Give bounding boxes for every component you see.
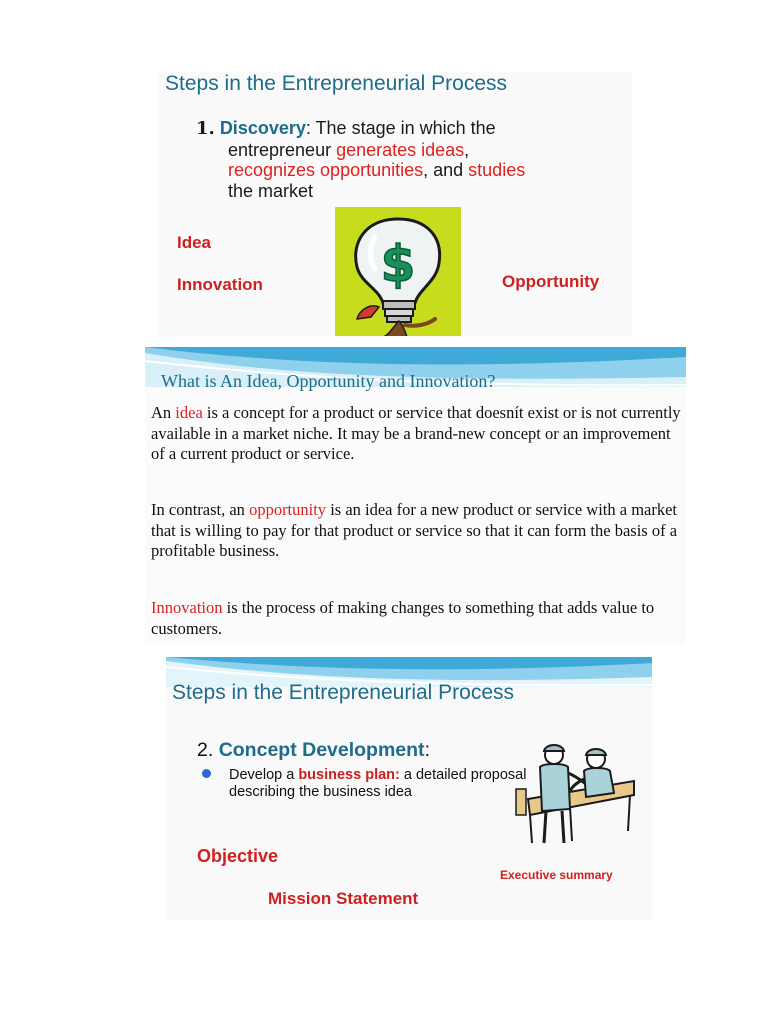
term-idea: idea bbox=[175, 403, 203, 422]
label-innovation: Innovation bbox=[177, 275, 263, 294]
bullet-text-part: Develop a bbox=[229, 767, 299, 783]
lightbulb-dollar-icon bbox=[335, 207, 461, 336]
paragraph-innovation bbox=[151, 598, 681, 639]
paragraph-text: is a concept for a product or service that doesnít exist or is not currently available in a market niche. It may be a brand-new concept or an improvement of a current product or service. bbox=[151, 403, 681, 463]
step-text: the market bbox=[228, 180, 314, 201]
highlight-generates-ideas: generates ideas bbox=[336, 139, 465, 160]
step-keyword: Concept Development bbox=[218, 739, 425, 761]
label-mission-statement: Mission Statement bbox=[268, 889, 419, 908]
step-keyword: Discovery bbox=[219, 118, 306, 138]
step-number: 1. bbox=[196, 118, 215, 139]
label-opportunity: Opportunity bbox=[502, 272, 600, 291]
label-idea: Idea bbox=[177, 233, 212, 252]
highlight-recognizes-opportunities: recognizes opportunities bbox=[228, 160, 424, 180]
step-colon: : bbox=[424, 739, 430, 761]
slide-title: Steps in the Entrepreneurial Process bbox=[172, 681, 515, 704]
bullet-text-part: a detailed proposal describing the business idea bbox=[229, 767, 527, 800]
term-business-plan: business plan: bbox=[298, 767, 400, 783]
step-text: entrepreneur bbox=[228, 139, 337, 160]
step-text: , and bbox=[423, 160, 469, 180]
slide-concept-development bbox=[166, 657, 652, 920]
step-heading bbox=[197, 739, 430, 762]
step-number: 2. bbox=[197, 739, 219, 761]
step-line-2 bbox=[196, 140, 626, 161]
bullet-dot-icon bbox=[202, 769, 211, 778]
label-executive-summary: Executive summary bbox=[500, 868, 613, 882]
bullet-text bbox=[229, 767, 529, 801]
term-opportunity: opportunity bbox=[249, 500, 327, 519]
paragraph-opportunity bbox=[151, 500, 681, 562]
paragraph-text: An bbox=[151, 403, 176, 422]
highlight-studies: studies bbox=[468, 160, 526, 180]
term-innovation: Innovation bbox=[151, 598, 223, 617]
step-description bbox=[196, 118, 626, 201]
slide-title: What is An Idea, Opportunity and Innovation? bbox=[161, 371, 496, 391]
step-line-4 bbox=[196, 181, 626, 202]
slide-definitions bbox=[145, 347, 686, 645]
step-line-3 bbox=[196, 160, 626, 181]
label-objective: Objective bbox=[197, 846, 279, 866]
paragraph-idea bbox=[151, 403, 681, 465]
paragraph-text: In contrast, an bbox=[151, 500, 250, 519]
paragraph-text: is the process of making changes to something that adds value to customers. bbox=[151, 598, 655, 638]
paragraph-text: is an idea for a new product or service with a market that is willing to pay for that product or service so that it can form the basis of a profitable business. bbox=[151, 500, 678, 560]
step-text: , bbox=[464, 139, 470, 160]
step-text: : The stage in which the bbox=[305, 118, 496, 138]
two-workers-at-table-icon bbox=[510, 739, 640, 845]
svg-text:$: $ bbox=[380, 235, 416, 293]
slide-discovery bbox=[158, 72, 632, 336]
slide-title: Steps in the Entrepreneurial Process bbox=[165, 72, 508, 95]
